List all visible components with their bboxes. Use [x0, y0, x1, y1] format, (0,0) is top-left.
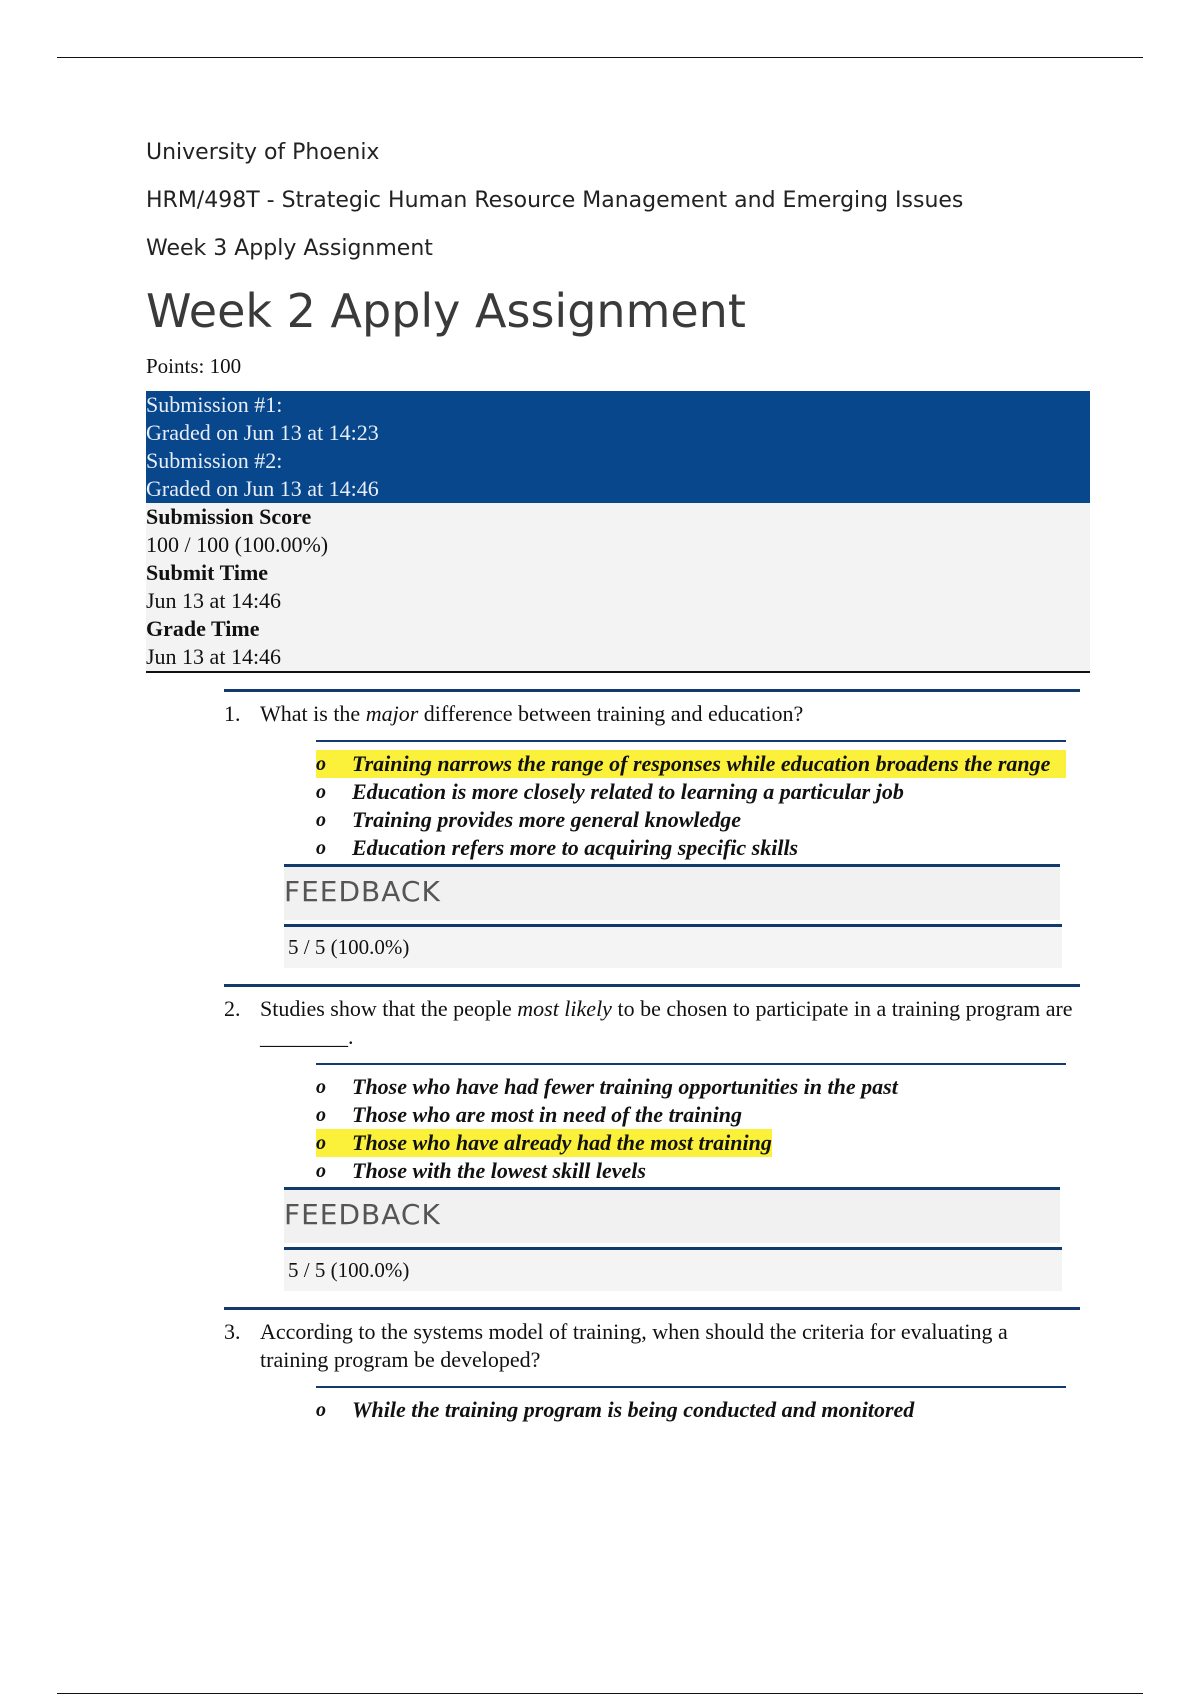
answer-text: Training narrows the range of responses while education broadens the range — [352, 751, 1051, 776]
answer-option[interactable] — [316, 778, 1066, 806]
question-text-part: to be chosen to participate in a training program are ________. — [260, 996, 1073, 1049]
answer-text: Those with the lowest skill levels — [352, 1158, 646, 1183]
question-number: 2. — [224, 996, 241, 1021]
question-text-part: difference between training and education? — [418, 701, 804, 726]
feedback-heading[interactable]: FEEDBACK — [284, 864, 1060, 920]
question-text-emphasis: most likely — [517, 996, 612, 1021]
answer-list — [316, 740, 1066, 862]
question-text-part: Studies show that the people — [260, 996, 518, 1021]
answer-text: Those who have had fewer training opportunities in the past — [352, 1074, 898, 1099]
feedback-heading[interactable]: FEEDBACK — [284, 1187, 1060, 1243]
answer-text: Education is more closely related to learning a particular job — [352, 779, 904, 804]
page-title: Week 2 Apply Assignment — [146, 284, 746, 338]
answer-option[interactable] — [316, 1073, 1066, 1101]
answer-text: Education refers more to acquiring specific skills — [352, 835, 799, 860]
answer-option-selected[interactable] — [316, 750, 1066, 778]
answer-option[interactable] — [316, 1396, 1066, 1424]
question-2 — [224, 984, 1080, 1291]
score-label: Submission Score — [146, 504, 312, 529]
points-label: Points: 100 — [146, 354, 242, 378]
submission-1-label[interactable]: Submission #1: — [146, 392, 283, 417]
bullet-icon: o — [316, 837, 326, 859]
question-text-part: What is the — [260, 701, 366, 726]
answer-text: Those who have already had the most training — [352, 1130, 772, 1155]
bullet-icon: o — [316, 750, 352, 778]
submission-1-graded: Graded on Jun 13 at 14:23 — [146, 420, 379, 445]
course-title: HRM/498T - Strategic Human Resource Management and Emerging Issues — [146, 188, 964, 213]
answer-text: While the training program is being conducted and monitored — [352, 1397, 915, 1422]
bullet-icon: o — [316, 1160, 326, 1182]
question-3 — [224, 1307, 1080, 1424]
answer-option[interactable] — [316, 1101, 1066, 1129]
answer-list — [316, 1063, 1066, 1185]
bullet-icon: o — [316, 1104, 326, 1126]
question-1 — [224, 689, 1080, 968]
submission-2-graded: Graded on Jun 13 at 14:46 — [146, 476, 379, 501]
bullet-icon: o — [316, 1076, 326, 1098]
answer-option[interactable] — [316, 1157, 1066, 1185]
submission-header — [146, 391, 1090, 503]
answer-text: Training provides more general knowledge — [352, 807, 742, 832]
feedback-section — [284, 864, 1060, 968]
answer-text: Those who are most in need of the training — [352, 1102, 742, 1127]
submit-time-value: Jun 13 at 14:46 — [146, 588, 282, 613]
bullet-icon: o — [316, 1399, 326, 1421]
feedback-section — [284, 1187, 1060, 1291]
top-rule — [57, 57, 1143, 58]
submission-details — [146, 503, 1090, 673]
answer-option-selected[interactable] — [316, 1129, 772, 1157]
bottom-rule — [57, 1693, 1143, 1694]
question-number: 1. — [224, 701, 241, 726]
bullet-icon: o — [316, 781, 326, 803]
grade-time-value: Jun 13 at 14:46 — [146, 644, 282, 669]
answer-option[interactable] — [316, 806, 1066, 834]
question-number: 3. — [224, 1319, 241, 1344]
bullet-icon: o — [316, 1129, 352, 1157]
question-text — [224, 1318, 1080, 1374]
question-text — [224, 995, 1080, 1051]
question-text — [224, 700, 1080, 728]
grade-time-label: Grade Time — [146, 616, 260, 641]
bullet-icon: o — [316, 809, 326, 831]
document-content — [146, 140, 1090, 1424]
university-name: University of Phoenix — [146, 140, 380, 165]
question-score: 5 / 5 (100.0%) — [284, 1247, 1062, 1291]
question-text-emphasis: major — [365, 701, 419, 726]
question-score: 5 / 5 (100.0%) — [284, 924, 1062, 968]
submission-2-label[interactable]: Submission #2: — [146, 448, 283, 473]
answer-option[interactable] — [316, 834, 1066, 862]
week-label: Week 3 Apply Assignment — [146, 236, 433, 261]
submit-time-label: Submit Time — [146, 560, 269, 585]
score-value: 100 / 100 (100.00%) — [146, 532, 329, 557]
question-text-part: According to the systems model of training, when should the criteria for evaluating a training program be developed? — [260, 1319, 1008, 1372]
answer-list — [316, 1386, 1066, 1424]
